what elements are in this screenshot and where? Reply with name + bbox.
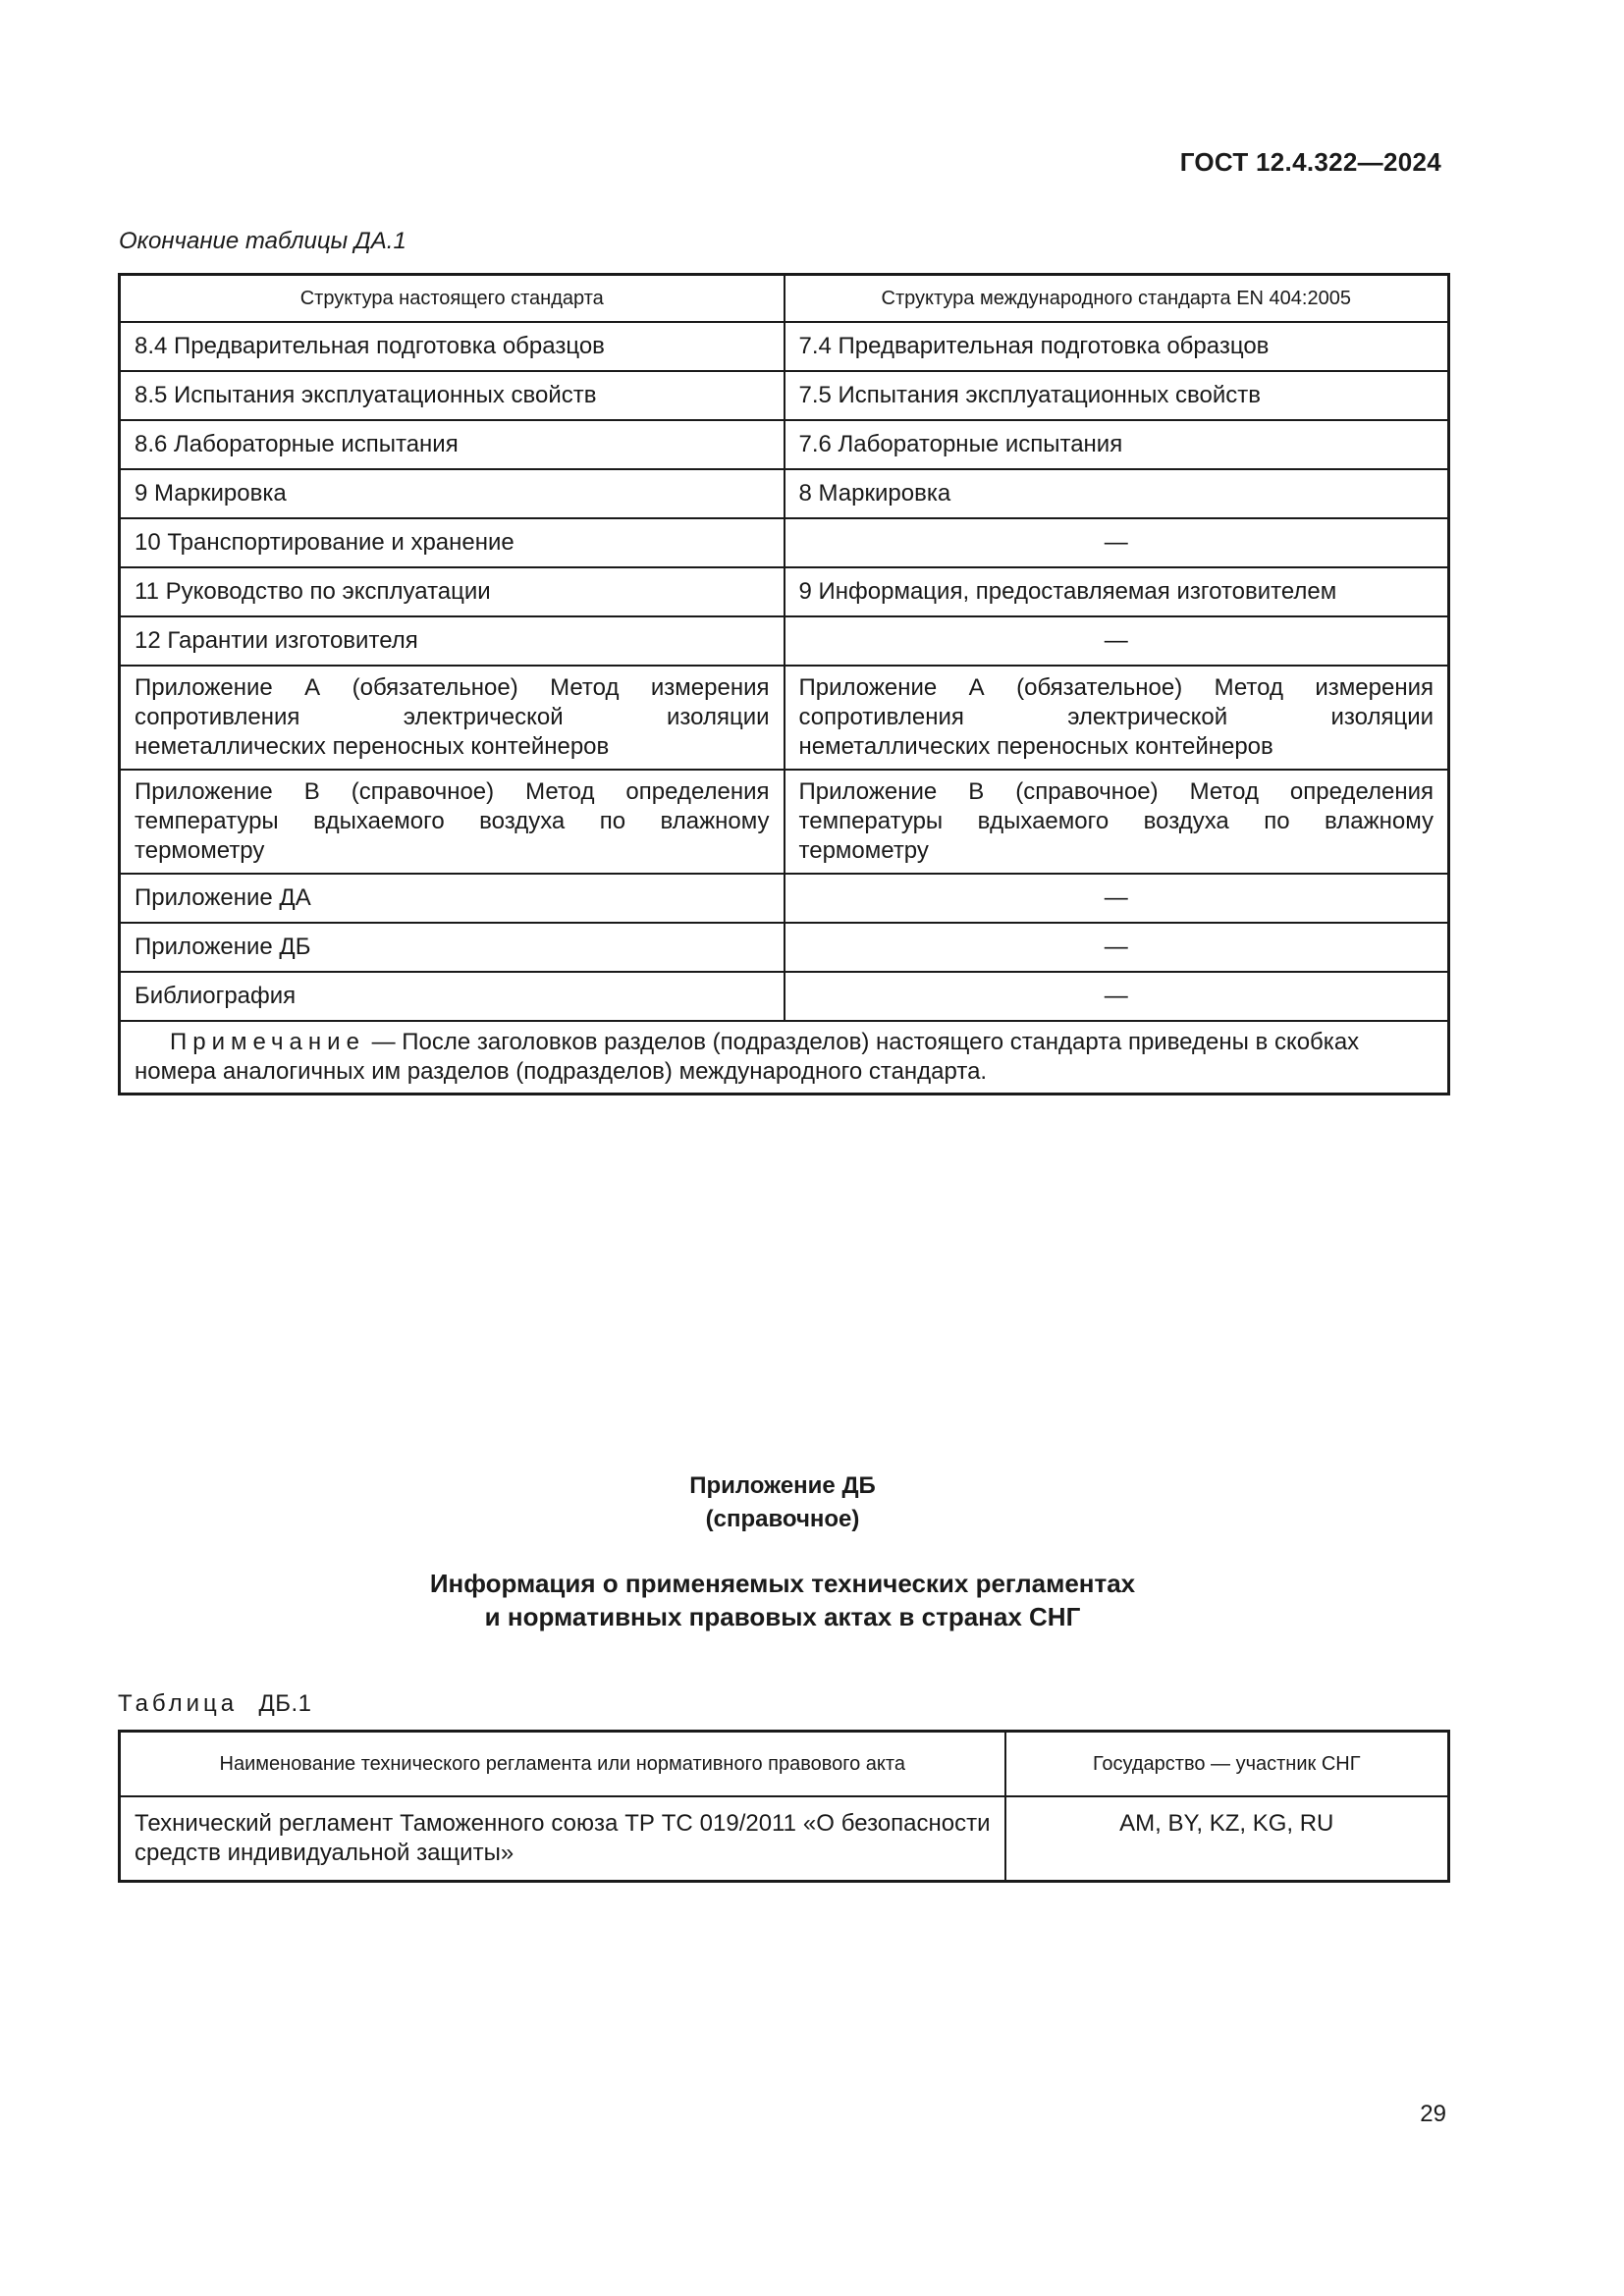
table-note bbox=[120, 1021, 1449, 1095]
appendix-title: Приложение ДБ bbox=[689, 1472, 876, 1499]
table-cell: 8.6 Лабораторные испытания bbox=[120, 420, 785, 469]
table-label-word: Таблица bbox=[118, 1690, 239, 1717]
table-cell: — bbox=[785, 616, 1449, 666]
table-cell: — bbox=[785, 874, 1449, 923]
table-row bbox=[120, 666, 1449, 770]
appendix-heading-line1: Информация о применяемых технических регламентах bbox=[429, 1569, 1136, 1598]
note-label: Примечание bbox=[170, 1029, 365, 1055]
table-cell: 12 Гарантии изготовителя bbox=[120, 616, 785, 666]
table-cell: Приложение В (справочное) Метод определения температуры вдыхаемого воздуха по влажному термометру bbox=[785, 770, 1449, 874]
regulations-table bbox=[118, 1730, 1450, 1883]
table-note-row bbox=[120, 1021, 1449, 1095]
table-cell: 7.6 Лабораторные испытания bbox=[785, 420, 1449, 469]
table-cell: Приложение А (обязательное) Метод измерения сопротивления электрической изоляции неметаллических переносных контейнеров bbox=[785, 666, 1449, 770]
table-cell: AM, BY, KZ, KG, RU bbox=[1005, 1796, 1449, 1882]
table-cell: Приложение ДА bbox=[120, 874, 785, 923]
table-caption: Окончание таблицы ДА.1 bbox=[119, 228, 406, 254]
standard-designation: ГОСТ 12.4.322—2024 bbox=[1179, 147, 1441, 177]
table-row bbox=[120, 518, 1449, 567]
table-cell: Технический регламент Таможенного союза ТР ТС 019/2011 «О безопасности средств индивидуальной защиты» bbox=[120, 1796, 1005, 1882]
table-row bbox=[120, 923, 1449, 972]
table-row bbox=[120, 770, 1449, 874]
table-cell: 8 Маркировка bbox=[785, 469, 1449, 518]
table-label-number: ДБ.1 bbox=[258, 1690, 312, 1717]
table-cell: 7.5 Испытания эксплуатационных свойств bbox=[785, 371, 1449, 420]
table-cell: Приложение В (справочное) Метод определения температуры вдыхаемого воздуха по влажному термометру bbox=[120, 770, 785, 874]
table-row bbox=[120, 420, 1449, 469]
column-header: Структура международного стандарта EN 404:2005 bbox=[785, 275, 1449, 323]
table-label bbox=[118, 1690, 311, 1718]
note-text: — После заголовков разделов (подразделов) настоящего стандарта приведены в скобках номера аналогичных им разделов (подразделов) международного стандарта. bbox=[135, 1029, 1360, 1085]
table-cell: 8.4 Предварительная подготовка образцов bbox=[120, 322, 785, 371]
column-header: Государство — участник СНГ bbox=[1005, 1732, 1449, 1797]
table-cell: Приложение ДБ bbox=[120, 923, 785, 972]
table-row bbox=[120, 322, 1449, 371]
table-header-row bbox=[120, 1732, 1449, 1797]
appendix-heading-line2: и нормативных правовых актах в странах СНГ bbox=[484, 1602, 1081, 1631]
table-cell: Библиография bbox=[120, 972, 785, 1021]
table-row bbox=[120, 1796, 1449, 1882]
page-number: 29 bbox=[1420, 2101, 1446, 2127]
table-cell: 7.4 Предварительная подготовка образцов bbox=[785, 322, 1449, 371]
table-cell: — bbox=[785, 518, 1449, 567]
column-header: Структура настоящего стандарта bbox=[120, 275, 785, 323]
table-cell: 10 Транспортирование и хранение bbox=[120, 518, 785, 567]
table-row bbox=[120, 469, 1449, 518]
column-header: Наименование технического регламента или нормативного правового акта bbox=[120, 1732, 1005, 1797]
table-cell: 9 Информация, предоставляемая изготовителем bbox=[785, 567, 1449, 616]
table-cell: 11 Руководство по эксплуатации bbox=[120, 567, 785, 616]
table-row bbox=[120, 972, 1449, 1021]
table-cell: — bbox=[785, 923, 1449, 972]
table-cell: 9 Маркировка bbox=[120, 469, 785, 518]
structure-comparison-table bbox=[118, 273, 1450, 1095]
table-header-row bbox=[120, 275, 1449, 323]
table-row bbox=[120, 371, 1449, 420]
table-row bbox=[120, 567, 1449, 616]
appendix-subtitle: (справочное) bbox=[705, 1506, 860, 1532]
table-row bbox=[120, 616, 1449, 666]
table-cell: 8.5 Испытания эксплуатационных свойств bbox=[120, 371, 785, 420]
table-cell: — bbox=[785, 972, 1449, 1021]
table-cell: Приложение А (обязательное) Метод измерения сопротивления электрической изоляции неметаллических переносных контейнеров bbox=[120, 666, 785, 770]
table-row bbox=[120, 874, 1449, 923]
